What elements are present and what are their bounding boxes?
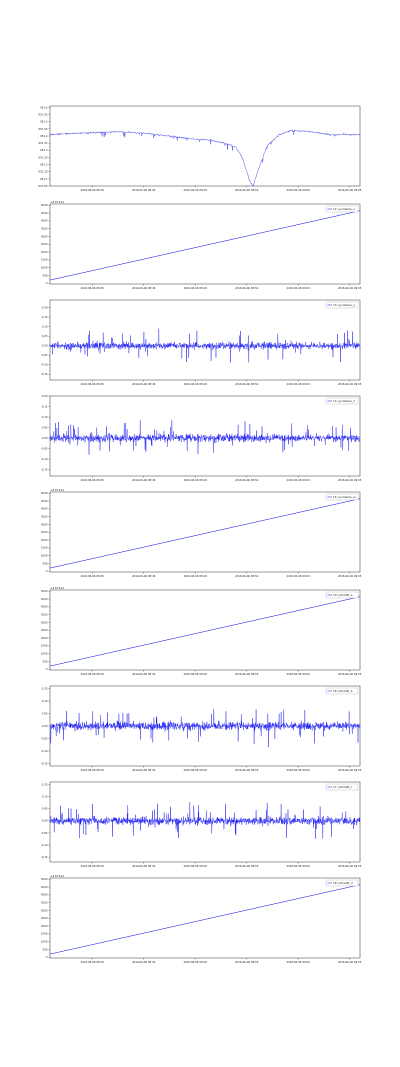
- y-tick-label: 951.6: [40, 106, 48, 110]
- x-tick-label: 2016-06-06 08:39: [80, 383, 104, 386]
- y-tick-label: 4000: [40, 893, 48, 897]
- chart-panel: [0, 104, 400, 194]
- y-tick-label: -0.05: [40, 447, 48, 451]
- y-tick-label: 0.00: [41, 724, 48, 728]
- x-tick-label: 2016-06-06 09:05: [337, 673, 362, 676]
- legend-label: 15: pyrotemp_w: [333, 495, 356, 499]
- y-tick-label: 4500: [40, 499, 48, 503]
- y-tick-label: 3000: [40, 523, 48, 527]
- y-tick-label: 5000: [40, 492, 48, 496]
- y-tick-label: 5000: [40, 590, 48, 594]
- y-tick-label: 4500: [40, 211, 48, 215]
- y-tick-label: 4000: [40, 605, 48, 609]
- x-tick-label: 2016-06-06 08:39: [80, 189, 104, 192]
- x-tick-label: 2016-06-06 08:39: [80, 673, 104, 676]
- y-tick-label: 3500: [40, 515, 48, 519]
- axis-offset-text: +4.671e4: [50, 874, 64, 879]
- chart-panel: [0, 298, 400, 388]
- y-tick-label: 0.15: [41, 316, 48, 320]
- legend-label: 12: pyrotemp_x: [333, 207, 355, 211]
- x-tick-label: 2016-06-06 08:44: [132, 961, 156, 964]
- y-tick-label: 3000: [40, 621, 48, 625]
- x-tick-label: 2016-06-06 08:54: [234, 769, 259, 772]
- chart-panel: [0, 202, 400, 292]
- x-tick-label: 2016-06-06 09:00: [286, 673, 310, 676]
- y-tick-label: -0.05: [40, 737, 48, 741]
- legend-label: 13: pyrotemp_y: [333, 303, 355, 307]
- y-tick-label: 0.15: [41, 405, 48, 409]
- y-tick-label: 4000: [40, 219, 48, 223]
- y-tick-label: 5000: [40, 878, 48, 882]
- x-tick-label: 2016-06-06 08:54: [234, 673, 259, 676]
- chart-svg: [0, 490, 400, 580]
- chart-svg: [0, 202, 400, 292]
- y-tick-label: 951.25: [38, 156, 48, 160]
- x-tick-label: 2016-06-06 08:49: [183, 769, 207, 772]
- x-tick-label: 2016-06-06 08:44: [132, 189, 156, 192]
- x-tick-label: 2016-06-06 08:54: [234, 287, 259, 290]
- y-tick-label: 0.00: [41, 437, 48, 441]
- x-tick-label: 2016-06-06 09:00: [286, 189, 310, 192]
- x-tick-label: 2016-06-06 08:44: [132, 287, 156, 290]
- y-tick-label: 1500: [40, 546, 48, 550]
- y-tick-label: 0: [45, 668, 48, 672]
- y-tick-label: -0.10: [40, 843, 48, 847]
- plot-frame: [50, 492, 360, 572]
- chart-svg: [0, 588, 400, 678]
- chart-panel: [0, 780, 400, 870]
- chart-panel: [0, 876, 400, 966]
- x-tick-label: 2016-06-06 08:49: [183, 383, 207, 386]
- y-tick-label: 1500: [40, 932, 48, 936]
- plot-frame: [50, 106, 360, 186]
- y-tick-label: 3500: [40, 613, 48, 617]
- y-tick-label: 0: [45, 282, 48, 286]
- x-tick-label: 2016-06-06 09:00: [286, 769, 310, 772]
- y-tick-label: 0.20: [41, 306, 48, 310]
- y-tick-label: 2000: [40, 250, 48, 254]
- x-tick-label: 2016-06-06 09:05: [337, 287, 362, 290]
- y-tick-label: -0.10: [40, 363, 48, 367]
- y-tick-label: 1500: [40, 644, 48, 648]
- legend-label: 19: pitchAtt_a: [333, 593, 353, 597]
- x-tick-label: 2016-06-06 08:44: [132, 479, 156, 482]
- x-tick-label: 2016-06-06 08:54: [234, 575, 259, 578]
- x-tick-label: 2016-06-06 08:39: [80, 769, 104, 772]
- y-tick-label: 951.15: [38, 170, 48, 174]
- y-tick-label: 2000: [40, 924, 48, 928]
- y-tick-label: 4000: [40, 507, 48, 511]
- chart-svg: [0, 780, 400, 870]
- x-tick-label: 2016-06-06 08:49: [183, 287, 207, 290]
- y-tick-label: 951.1: [40, 177, 48, 181]
- x-tick-label: 2016-06-06 09:05: [337, 769, 362, 772]
- y-tick-label: 2500: [40, 243, 48, 247]
- y-tick-label: 951.45: [38, 127, 48, 131]
- x-tick-label: 2016-06-06 09:05: [337, 189, 362, 192]
- y-tick-label: -0.10: [40, 458, 48, 462]
- y-tick-label: 951.2: [40, 163, 48, 167]
- y-tick-label: 500: [42, 562, 48, 566]
- y-tick-label: 0.05: [41, 426, 48, 430]
- x-tick-label: 2016-06-06 08:49: [183, 961, 207, 964]
- y-tick-label: 0.00: [41, 819, 48, 823]
- legend-label: 17: pitchAtt_c: [333, 785, 353, 789]
- y-tick-label: -0.05: [40, 354, 48, 358]
- y-tick-label: 951.55: [38, 113, 48, 117]
- chart-svg: [0, 298, 400, 388]
- x-tick-label: 2016-06-06 09:00: [286, 961, 310, 964]
- chart-svg: [0, 876, 400, 966]
- y-tick-label: 1500: [40, 258, 48, 262]
- x-tick-label: 2016-06-06 08:49: [183, 865, 207, 868]
- plot-frame: [50, 878, 360, 958]
- y-tick-label: 0.05: [41, 712, 48, 716]
- chart-svg: [0, 104, 400, 194]
- x-tick-label: 2016-06-06 08:44: [132, 383, 156, 386]
- y-tick-label: 5000: [40, 204, 48, 208]
- y-tick-label: 2500: [40, 531, 48, 535]
- y-tick-label: 0.10: [41, 699, 48, 703]
- y-tick-label: 3000: [40, 235, 48, 239]
- y-tick-label: 2000: [40, 538, 48, 542]
- y-tick-label: 1000: [40, 940, 48, 944]
- y-tick-label: 0: [45, 956, 48, 960]
- y-tick-label: 2000: [40, 636, 48, 640]
- y-tick-label: 0.15: [41, 687, 48, 691]
- y-tick-label: 951.05: [38, 184, 48, 188]
- legend-label: 18: pitchAtt_d: [333, 881, 353, 885]
- x-tick-label: 2016-06-06 08:39: [80, 287, 104, 290]
- x-tick-label: 2016-06-06 09:00: [286, 479, 310, 482]
- x-tick-label: 2016-06-06 08:54: [234, 961, 259, 964]
- y-tick-label: 4500: [40, 885, 48, 889]
- x-tick-label: 2016-06-06 08:44: [132, 769, 156, 772]
- y-tick-label: 951.35: [38, 142, 48, 146]
- y-tick-label: -0.05: [40, 831, 48, 835]
- y-tick-label: 1000: [40, 266, 48, 270]
- y-tick-label: -0.15: [40, 468, 48, 472]
- x-tick-label: 2016-06-06 08:49: [183, 189, 207, 192]
- y-tick-label: 0.05: [41, 807, 48, 811]
- legend-label: 14: pyrotemp_z: [333, 399, 355, 403]
- x-tick-label: 2016-06-06 08:54: [234, 479, 259, 482]
- x-tick-label: 2016-06-06 08:39: [80, 865, 104, 868]
- x-tick-label: 2016-06-06 08:54: [234, 189, 259, 192]
- plot-frame: [50, 300, 360, 380]
- x-tick-label: 2016-06-06 09:00: [286, 383, 310, 386]
- plot-frame: [50, 204, 360, 284]
- chart-svg: [0, 684, 400, 774]
- axis-offset-text: +4.671e4: [50, 200, 64, 205]
- x-tick-label: 2016-06-06 09:00: [286, 287, 310, 290]
- legend-label: 16: pitchAtt_b: [333, 689, 353, 693]
- y-tick-label: -0.15: [40, 856, 48, 860]
- y-tick-label: 0.00: [41, 344, 48, 348]
- x-tick-label: 2016-06-06 08:39: [80, 479, 104, 482]
- y-tick-label: 3500: [40, 227, 48, 231]
- plot-frame: [50, 590, 360, 670]
- y-tick-label: 0.10: [41, 415, 48, 419]
- axis-offset-text: +4.671e4: [50, 586, 64, 591]
- x-tick-label: 2016-06-06 09:00: [286, 865, 310, 868]
- y-tick-label: 951.3: [40, 149, 48, 153]
- x-tick-label: 2016-06-06 09:05: [337, 865, 362, 868]
- x-tick-label: 2016-06-06 08:49: [183, 479, 207, 482]
- y-tick-label: 0.10: [41, 795, 48, 799]
- chart-panel: [0, 684, 400, 774]
- y-tick-label: 3500: [40, 901, 48, 905]
- y-tick-label: 0.15: [41, 783, 48, 787]
- x-tick-label: 2016-06-06 08:39: [80, 961, 104, 964]
- x-tick-label: 2016-06-06 09:05: [337, 383, 362, 386]
- y-tick-label: -0.10: [40, 749, 48, 753]
- x-tick-label: 2016-06-06 08:44: [132, 575, 156, 578]
- chart-panel: [0, 588, 400, 678]
- chart-panel: [0, 394, 400, 484]
- x-tick-label: 2016-06-06 08:49: [183, 575, 207, 578]
- x-tick-label: 2016-06-06 09:05: [337, 575, 362, 578]
- x-tick-label: 2016-06-06 08:44: [132, 865, 156, 868]
- chart-svg: [0, 394, 400, 484]
- x-tick-label: 2016-06-06 08:39: [80, 575, 104, 578]
- y-tick-label: 0.05: [41, 335, 48, 339]
- chart-panel: [0, 490, 400, 580]
- y-tick-label: 500: [42, 274, 48, 278]
- y-tick-label: 4500: [40, 597, 48, 601]
- y-tick-label: 0.10: [41, 325, 48, 329]
- x-tick-label: 2016-06-06 09:05: [337, 479, 362, 482]
- x-tick-label: 2016-06-06 09:05: [337, 961, 362, 964]
- x-tick-label: 2016-06-06 08:54: [234, 865, 259, 868]
- y-tick-label: 0: [45, 570, 48, 574]
- y-tick-label: 500: [42, 948, 48, 952]
- y-tick-label: -0.15: [40, 762, 48, 766]
- y-tick-label: 951.4: [40, 134, 48, 138]
- x-tick-label: 2016-06-06 08:54: [234, 383, 259, 386]
- y-tick-label: -0.15: [40, 373, 48, 377]
- y-tick-label: 3000: [40, 909, 48, 913]
- x-tick-label: 2016-06-06 08:44: [132, 673, 156, 676]
- y-tick-label: 951.5: [40, 120, 48, 124]
- y-tick-label: 2500: [40, 917, 48, 921]
- x-tick-label: 2016-06-06 09:00: [286, 575, 310, 578]
- x-tick-label: 2016-06-06 08:49: [183, 673, 207, 676]
- axis-offset-text: +4.671e4: [50, 488, 64, 493]
- y-tick-label: 1000: [40, 652, 48, 656]
- y-tick-label: 1000: [40, 554, 48, 558]
- y-tick-label: 500: [42, 660, 48, 664]
- y-tick-label: 0.20: [41, 394, 48, 398]
- y-tick-label: 2500: [40, 629, 48, 633]
